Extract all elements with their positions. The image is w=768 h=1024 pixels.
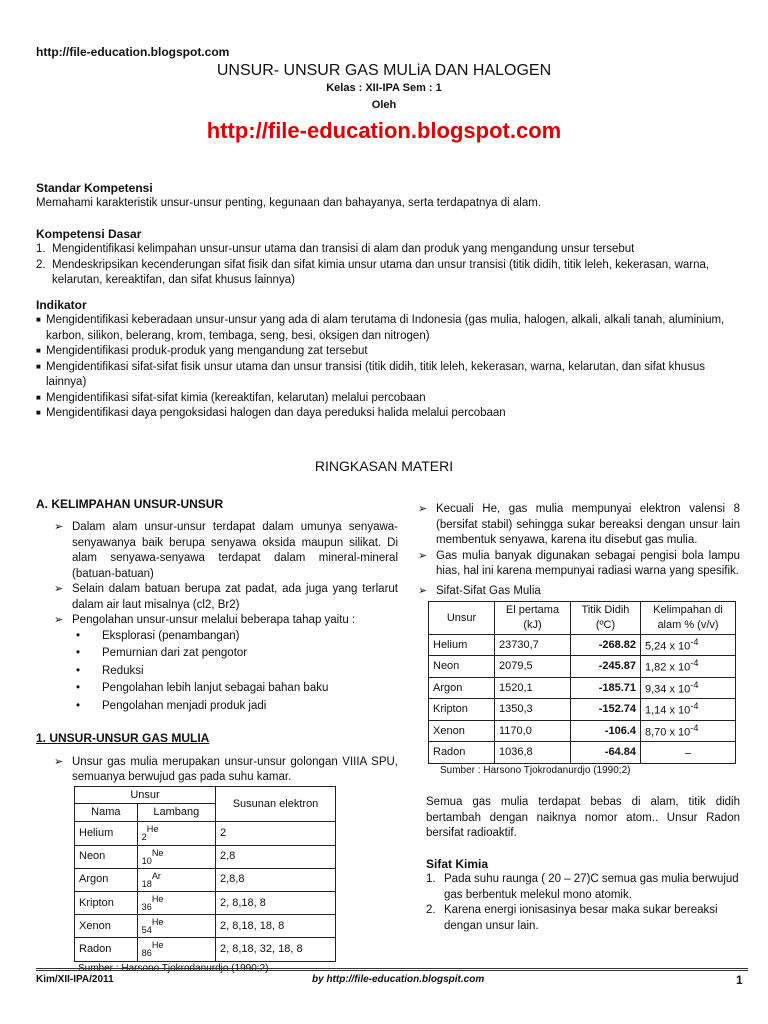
table-source: Sumber : Harsono Tjokrodanurdjo (1990;2) [440, 764, 631, 776]
section-1-heading: 1. UNSUR-UNSUR GAS MULIA [36, 731, 210, 746]
list-item: ➢ Selain dalam batuan berupa zat padat, ada juga yang terlarut dalam air laut misalnya (cl2, Br2) [54, 582, 398, 613]
table-header: Nama [75, 804, 138, 822]
table-row: Helium $_2^{He}$ 2 [75, 822, 336, 845]
list-item: ■ Mengidentifikasi sifat-sifat fisik unsur utama dan unsur transisi (titik didih, titik leleh, kekerasan, warna, kelarutan, dan sifat khusus lainnya) [36, 360, 706, 389]
page-number: 1 [736, 973, 743, 987]
kompetensi-heading: Kompetensi Dasar [36, 227, 142, 241]
arrow-icon: ➢ [54, 755, 64, 768]
table-row: Xenon 1170,0 -106.4 8,70 x $10^{-4}$ [429, 720, 736, 742]
paragraph: Semua gas mulia terdapat bebas di alam, titik didih bertambah dengan naiknya nomor atom.. Unsur Radon bersifat radioaktif. [426, 796, 740, 840]
footer-divider [36, 968, 748, 971]
list-item: ■ Mengidentifikasi produk-produk yang mengandung zat tersebut [36, 345, 368, 358]
arrow-icon: ➢ [54, 583, 64, 596]
list-item: ➢ Kecuali He, gas mulia mempunyai elektron valensi 8 (bersifat stabil) sehingga sukar bereaksi dengan unsur lain membentuk senyawa, karena itu disebut gas mulia. [418, 502, 740, 549]
list-item: 1. Mengidentifikasi kelimpahan unsur-unsur utama dan transisi di alam dan produk yang mengandung unsur tersebut [36, 243, 635, 256]
table-row: Radon 1036,8 -64.84 – [429, 742, 736, 764]
kompetensi-dasar [36, 226, 736, 289]
ringkasan-heading: RINGKASAN MATERI [314, 458, 454, 474]
table-header: Kelimpahan di alam % (v/v) [641, 602, 736, 635]
gas-mulia-table [74, 786, 336, 962]
table-row: Helium 23730,7 -268.82 5,24 x $10^{-4}$ [429, 634, 736, 656]
list-item: • Pemurnian dari zat pengotor [76, 647, 248, 660]
arrow-icon: ➢ [418, 549, 428, 562]
top-url: http://file-education.blogspot.com [36, 45, 230, 59]
list-item: ■ Mengidentifikasi daya pengoksidasi halogen dan daya pereduksi halida melalui percobaan [36, 407, 506, 420]
table-row: Neon $_{10}^{Ne}$ 2,8 [75, 845, 336, 868]
table-header: Titik Didih (ºC) [571, 602, 641, 635]
arrow-icon: ➢ [54, 521, 64, 534]
table-row: Argon 1520,1 -185.71 9,34 x $10^{-4}$ [429, 677, 736, 699]
table-row: Radon $_{86}^{He}$ 2, 8,18, 32, 18, 8 [75, 938, 336, 961]
list-item: 2. Karena energi ionisasinya besar maka sukar bereaksi dengan unsur lain. [426, 904, 718, 932]
oleh-line: Oleh [371, 99, 397, 111]
arrow-icon: ➢ [418, 503, 428, 515]
table-row: Kripton $_{36}^{He}$ 2, 8,18, 8 [75, 891, 336, 914]
table-row: Kripton 1350,3 -152.74 1,14 x $10^{-4}$ [429, 699, 736, 721]
table-header: Unsur [75, 786, 216, 804]
standar-text: Memahami karakteristik unsur-unsur penting, kegunaan dan bahayanya, serta terdapatnya di alam. [36, 197, 542, 210]
right-column [418, 502, 740, 934]
footer-url[interactable]: by http://file-education.blogspit.com [312, 974, 485, 985]
indikator-list [36, 313, 736, 422]
standar-kompetensi [36, 180, 736, 212]
steps-list [76, 629, 398, 715]
list-item: ■ Mengidentifikasi keberadaan unsur-unsur yang ada di alam terutama di Indonesia (gas mulia, halogen, alkali, alkali tanah, aluminium, karbon, silikon, belerang, krom, tembaga, seng, besi, oksigen dan nitrogen) [36, 314, 725, 342]
indikator-heading: Indikator [36, 298, 87, 312]
author-url[interactable]: http://file-education.blogspot.com [206, 118, 562, 143]
list-item: ■ Mengidentifikasi sifat-sifat kimia (kereaktifan, kelarutan) melalui percobaan [36, 391, 426, 404]
section-a [36, 496, 398, 975]
sifat-kimia-heading: Sifat Kimia [426, 856, 489, 871]
standar-heading: Standar Kompetensi [36, 181, 153, 195]
list-item: • Eksplorasi (penambangan) [76, 629, 240, 642]
list-item: ➢ Pengolahan unsur-unsur melalui beberapa tahap yaitu : [54, 613, 398, 629]
table-row: Neon 2079,5 -245.87 1,82 x $10^{-4}$ [429, 656, 736, 678]
table-header: Unsur [429, 602, 495, 635]
sifat-kimia-list [426, 872, 740, 934]
table-source: Sumber : Harsono Tjokrodanurdjo (1990;2) [78, 962, 269, 974]
list-item: • Pengolahan menjadi produk jadi [76, 699, 267, 712]
section-a-heading: A. KELIMPAHAN UNSUR-UNSUR [36, 497, 224, 511]
list-item: • Reduksi [76, 664, 144, 677]
arrow-icon: ➢ [418, 584, 428, 597]
list-item: • Pengolahan lebih lanjut sebagai bahan baku [76, 682, 329, 695]
table-header: Lambang [137, 804, 215, 822]
indikator [36, 297, 736, 422]
list-item: ➢ Unsur gas mulia merupakan unsur-unsur golongan VIIIA SPU, semuanya berwujud gas pada suhu kamar. [54, 755, 398, 786]
sifat-gas-mulia-table [428, 601, 736, 764]
footer-left: Kim/XII-IPA/2011 [36, 974, 114, 985]
table-header: Susunan elektron [216, 786, 336, 822]
list-item: 2. Mendeskripsikan kecenderungan sifat fisik dan sifat kimia unsur utama dan unsur transisi (titik didih, titik leleh, kekerasan, warna, kelarutan, kereaktifan, dan sifat khusus lainnya) [36, 258, 710, 287]
document-title: UNSUR- UNSUR GAS MULiA DAN HALOGEN [216, 62, 552, 79]
list-item: ➢ Gas mulia banyak digunakan sebagai pengisi bola lampu hias, hal ini karena mempunyai radiasi warna yang spesifik. [418, 549, 740, 580]
kompetensi-list [36, 242, 736, 289]
kelas-line: Kelas : XII-IPA Sem : 1 [326, 82, 442, 94]
table-row: Xenon $_{54}^{He}$ 2, 8,18, 18, 8 [75, 915, 336, 938]
list-item: ➢ Sifat-Sifat Gas Mulia [418, 584, 740, 600]
table-header: El pertama (kJ) [495, 602, 571, 635]
list-item: ➢ Dalam alam unsur-unsur terdapat dalam umunya senyawa-senyawanya baik berupa senyawa oksida maupun silikat. Di alam senyawa-senyawa terdapat dalam mineral-mineral (batuan-batuan) [54, 520, 398, 582]
table-row: Argon $_{18}^{Ar}$ 2,8,8 [75, 868, 336, 891]
list-item: 1. Pada suhu raunga ( 20 – 27)C semua gas mulia berwujud gas berbentuk melekul mono atomik. [426, 873, 739, 901]
arrow-icon: ➢ [54, 614, 64, 627]
